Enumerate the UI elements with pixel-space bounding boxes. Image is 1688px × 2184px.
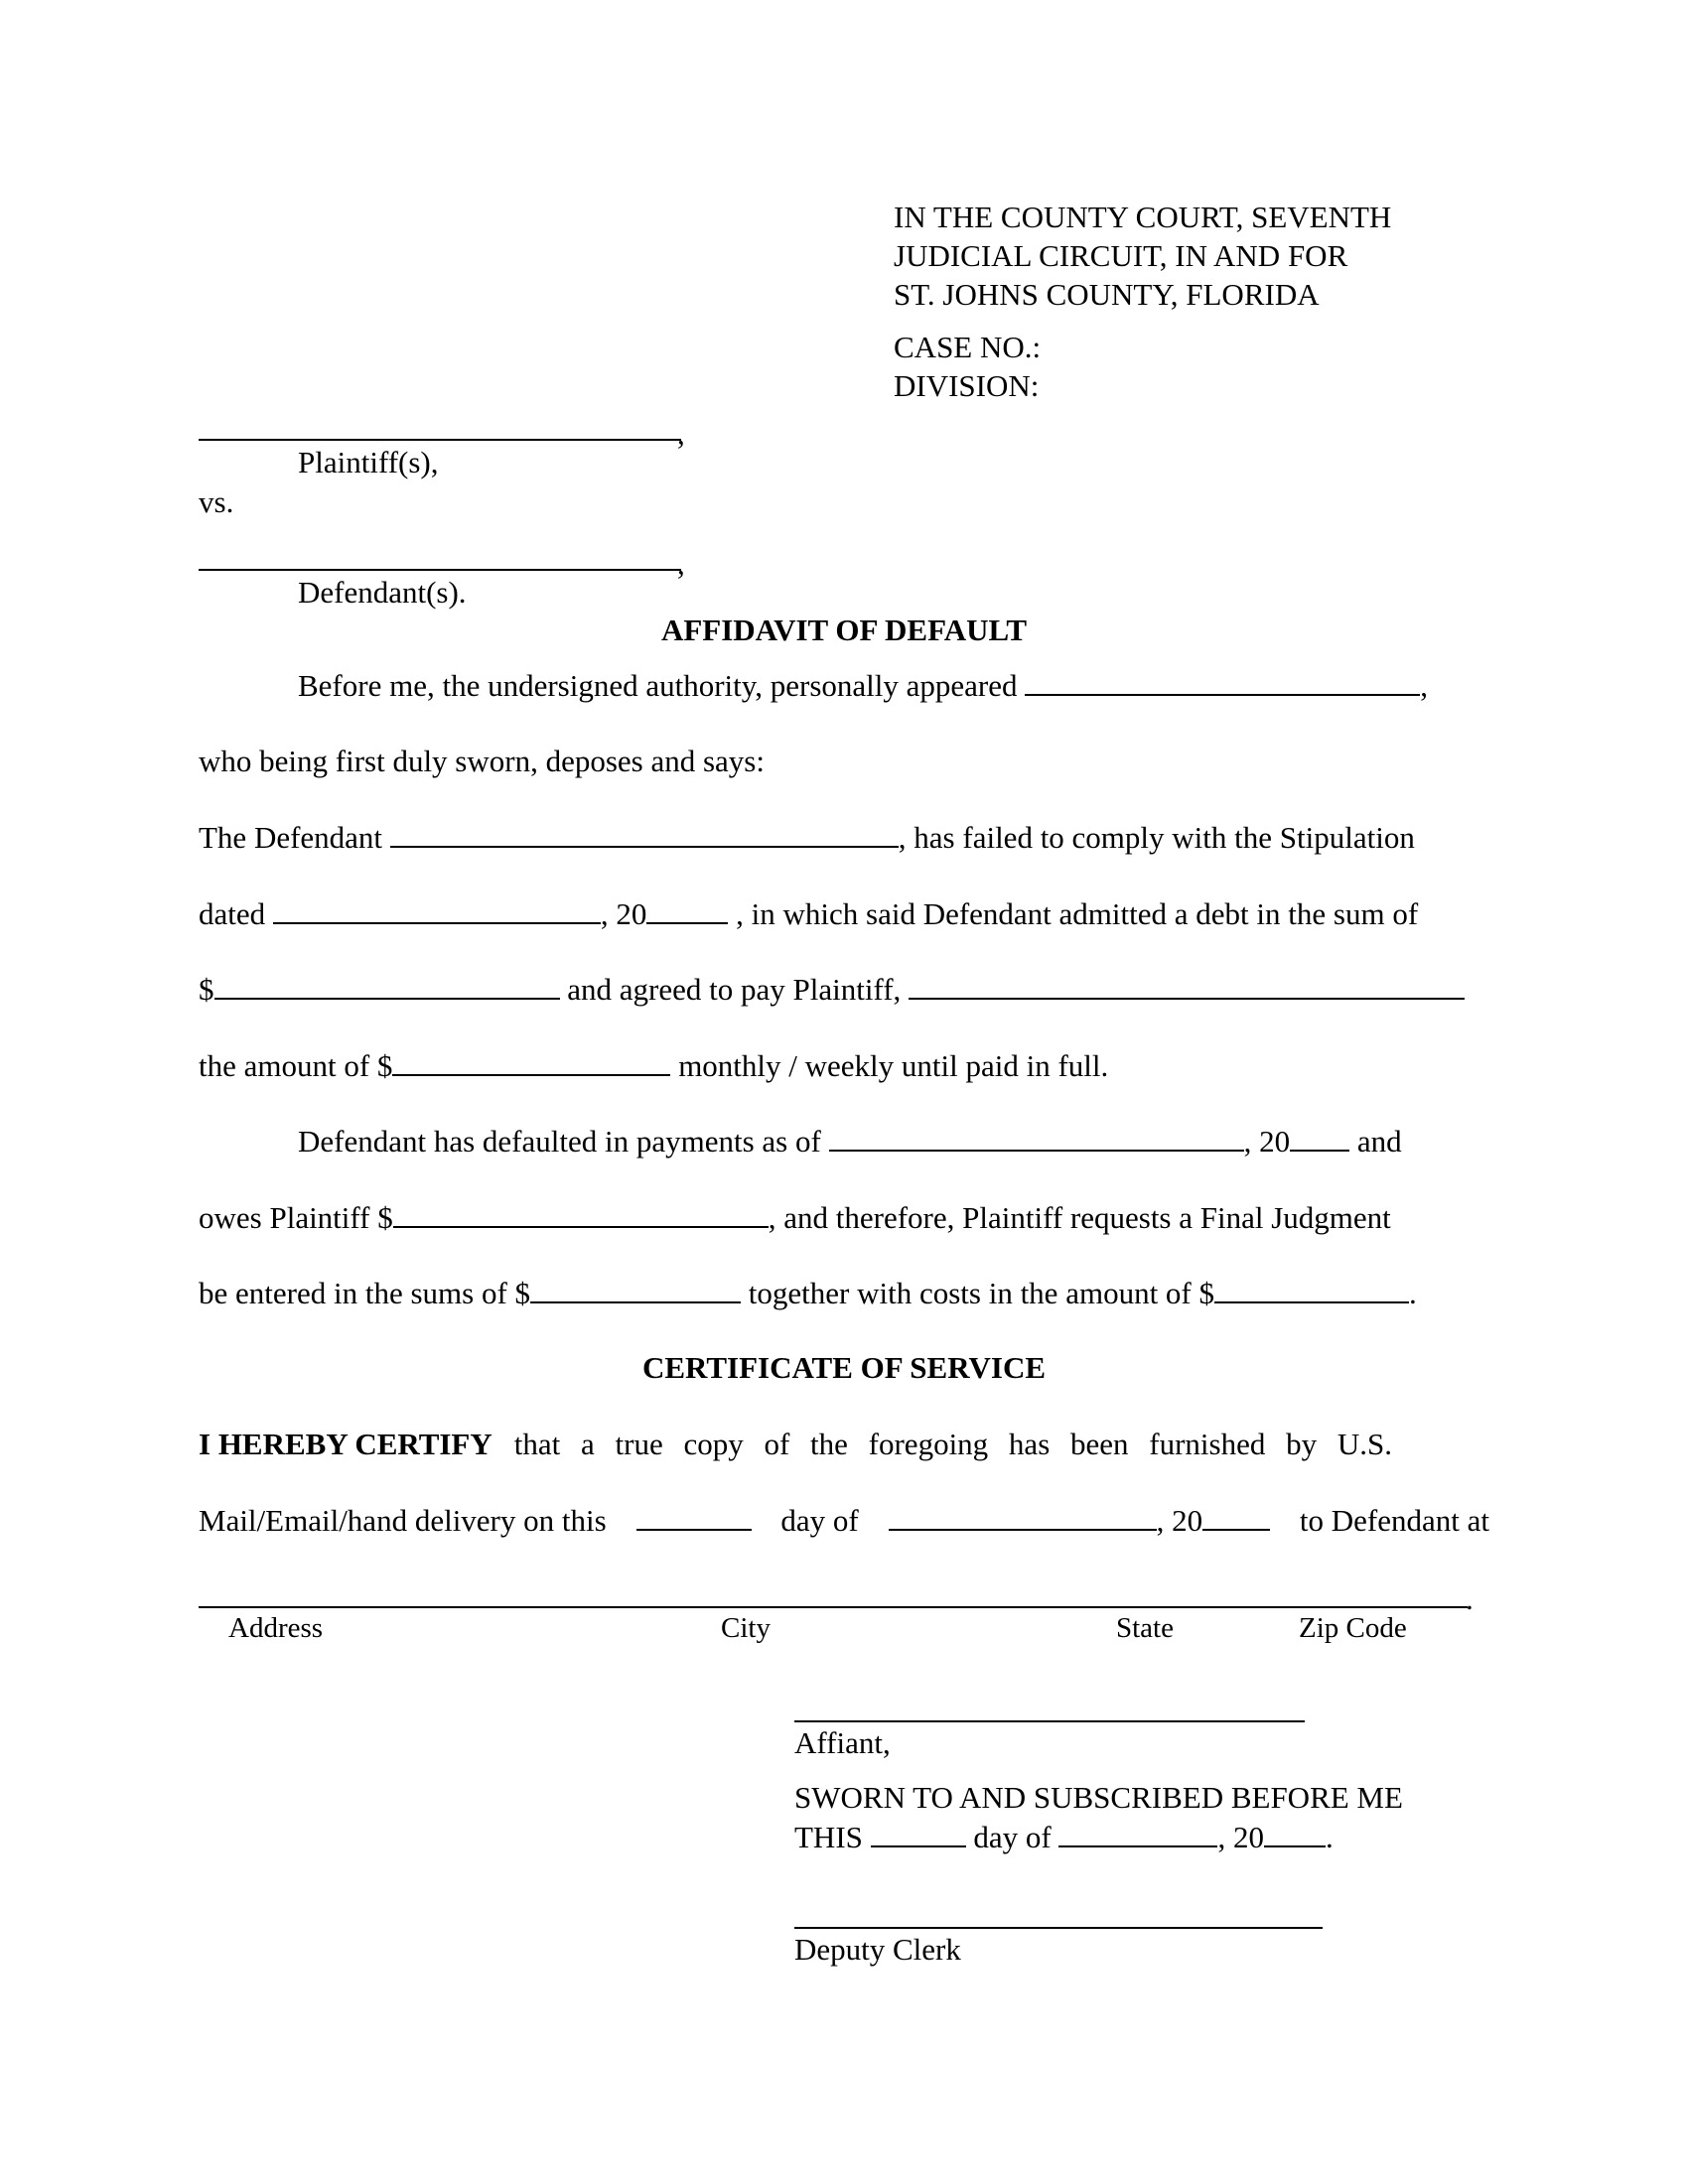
affiant-label: Affiant, — [794, 1725, 891, 1760]
dated-text: dated — [199, 896, 266, 931]
installment-amount-field[interactable] — [392, 1046, 670, 1076]
certificate-line-1-rest — [514, 1426, 1489, 1463]
sworn-month-field[interactable] — [1058, 1818, 1217, 1847]
affidavit-line-4 — [199, 894, 1418, 933]
defendant-name-field[interactable] — [199, 569, 681, 571]
affidavit-line-6 — [199, 1046, 1108, 1085]
deputy-clerk-signature-field[interactable] — [794, 1927, 1323, 1929]
owed-amount-field[interactable] — [393, 1198, 769, 1228]
service-day-field[interactable] — [636, 1501, 752, 1531]
default-year-field[interactable] — [1290, 1122, 1349, 1152]
failed-comply-text: , has failed to comply with the Stipulation — [898, 820, 1415, 855]
year-prefix: , 20 — [600, 896, 647, 931]
court-name-line-1: IN THE COUNTY COURT, SEVENTH — [894, 200, 1392, 234]
defendant-text: The Defendant — [199, 820, 383, 855]
plaintiff-pay-field[interactable] — [909, 970, 1465, 1000]
sworn-subscribed-line: SWORN TO AND SUBSCRIBED BEFORE ME — [794, 1780, 1403, 1815]
sworn-year-field[interactable] — [1264, 1818, 1326, 1847]
hereby-certify-text: I HEREBY CERTIFY — [199, 1427, 492, 1461]
service-year-field[interactable] — [1202, 1501, 1270, 1531]
final-judgment-text: , and therefore, Plaintiff requests a Final Judgment — [768, 1200, 1391, 1235]
address-label: Address — [228, 1612, 324, 1644]
certificate-line-2 — [199, 1501, 1489, 1540]
monthly-weekly-text: monthly / weekly until paid in full. — [678, 1048, 1109, 1083]
affiant-name-field[interactable] — [1025, 666, 1420, 696]
division-label: DIVISION: — [894, 368, 1040, 403]
city-label: City — [721, 1612, 771, 1644]
default-date-field[interactable] — [829, 1122, 1244, 1152]
costs-amount-field[interactable] — [1214, 1274, 1409, 1303]
sworn-date-line — [794, 1818, 1334, 1856]
affidavit-line-2: who being first duly sworn, deposes and says: — [199, 744, 765, 778]
certificate-title: CERTIFICATE OF SERVICE — [641, 1350, 1047, 1385]
sworn-period: . — [1325, 1820, 1334, 1854]
defendant-comma: , — [677, 546, 685, 581]
court-name-line-2: JUDICIAL CIRCUIT, IN AND FOR — [894, 238, 1348, 273]
sworn-year-prefix: , 20 — [1217, 1820, 1264, 1854]
deputy-clerk-label: Deputy Clerk — [794, 1932, 961, 1967]
stipulation-date-field[interactable] — [273, 894, 601, 924]
furnished-text: that a true copy of the foregoing has been furnished by U.S. — [513, 1427, 1392, 1461]
default-year-prefix: , 20 — [1243, 1124, 1291, 1159]
affidavit-line-1 — [298, 666, 1428, 705]
owes-plaintiff-text: owes Plaintiff $ — [199, 1200, 393, 1235]
defendant-address-field[interactable] — [199, 1606, 1468, 1608]
stipulation-year-field[interactable] — [646, 894, 728, 924]
plaintiff-name-field[interactable] — [199, 439, 681, 441]
affidavit-line-9 — [199, 1274, 1417, 1312]
defaulted-text: Defendant has defaulted in payments as of — [298, 1124, 821, 1159]
state-label: State — [1116, 1612, 1174, 1644]
affiant-comma: , — [1420, 668, 1429, 703]
defendant-label: Defendant(s). — [298, 575, 467, 610]
to-defendant-text: to Defendant at — [1299, 1503, 1489, 1538]
affidavit-title: AFFIDAVIT OF DEFAULT — [660, 613, 1028, 647]
zip-code-label: Zip Code — [1299, 1612, 1407, 1644]
affidavit-line-5 — [199, 970, 1465, 1009]
versus-label: vs. — [199, 484, 234, 519]
dollar-sign: $ — [199, 972, 214, 1007]
service-year-prefix: , 20 — [1156, 1503, 1203, 1538]
affidavit-line-8 — [199, 1198, 1391, 1237]
affidavit-line-7 — [298, 1122, 1402, 1160]
service-month-field[interactable] — [889, 1501, 1157, 1531]
costs-text: together with costs in the amount of $ — [748, 1276, 1215, 1310]
certificate-line-1 — [199, 1426, 1489, 1463]
this-text: THIS — [794, 1820, 863, 1854]
sworn-day-of-text: day of — [973, 1820, 1052, 1854]
and-text: and — [1356, 1124, 1402, 1159]
affidavit-line-3 — [199, 818, 1415, 857]
line-9-period: . — [1409, 1276, 1417, 1310]
debt-amount-field[interactable] — [214, 970, 560, 1000]
admitted-debt-text: , in which said Defendant admitted a debt in the sum of — [736, 896, 1419, 931]
amount-of-text: the amount of $ — [199, 1048, 393, 1083]
case-number-label: CASE NO.: — [894, 330, 1042, 364]
sums-of-text: be entered in the sums of $ — [199, 1276, 531, 1310]
defendant-field[interactable] — [390, 818, 899, 848]
agreed-pay-text: and agreed to pay Plaintiff, — [567, 972, 902, 1007]
appeared-text: Before me, the undersigned authority, personally appeared — [298, 668, 1018, 703]
delivery-text: Mail/Email/hand delivery on this — [199, 1503, 607, 1538]
address-period: . — [1466, 1581, 1474, 1616]
sworn-day-field[interactable] — [871, 1818, 966, 1847]
plaintiff-label: Plaintiff(s), — [298, 445, 439, 479]
court-name-line-3: ST. JOHNS COUNTY, FLORIDA — [894, 277, 1320, 312]
judgment-sum-field[interactable] — [530, 1274, 741, 1303]
day-of-text: day of — [780, 1503, 859, 1538]
affiant-signature-field[interactable] — [794, 1720, 1305, 1722]
plaintiff-comma: , — [677, 416, 685, 451]
